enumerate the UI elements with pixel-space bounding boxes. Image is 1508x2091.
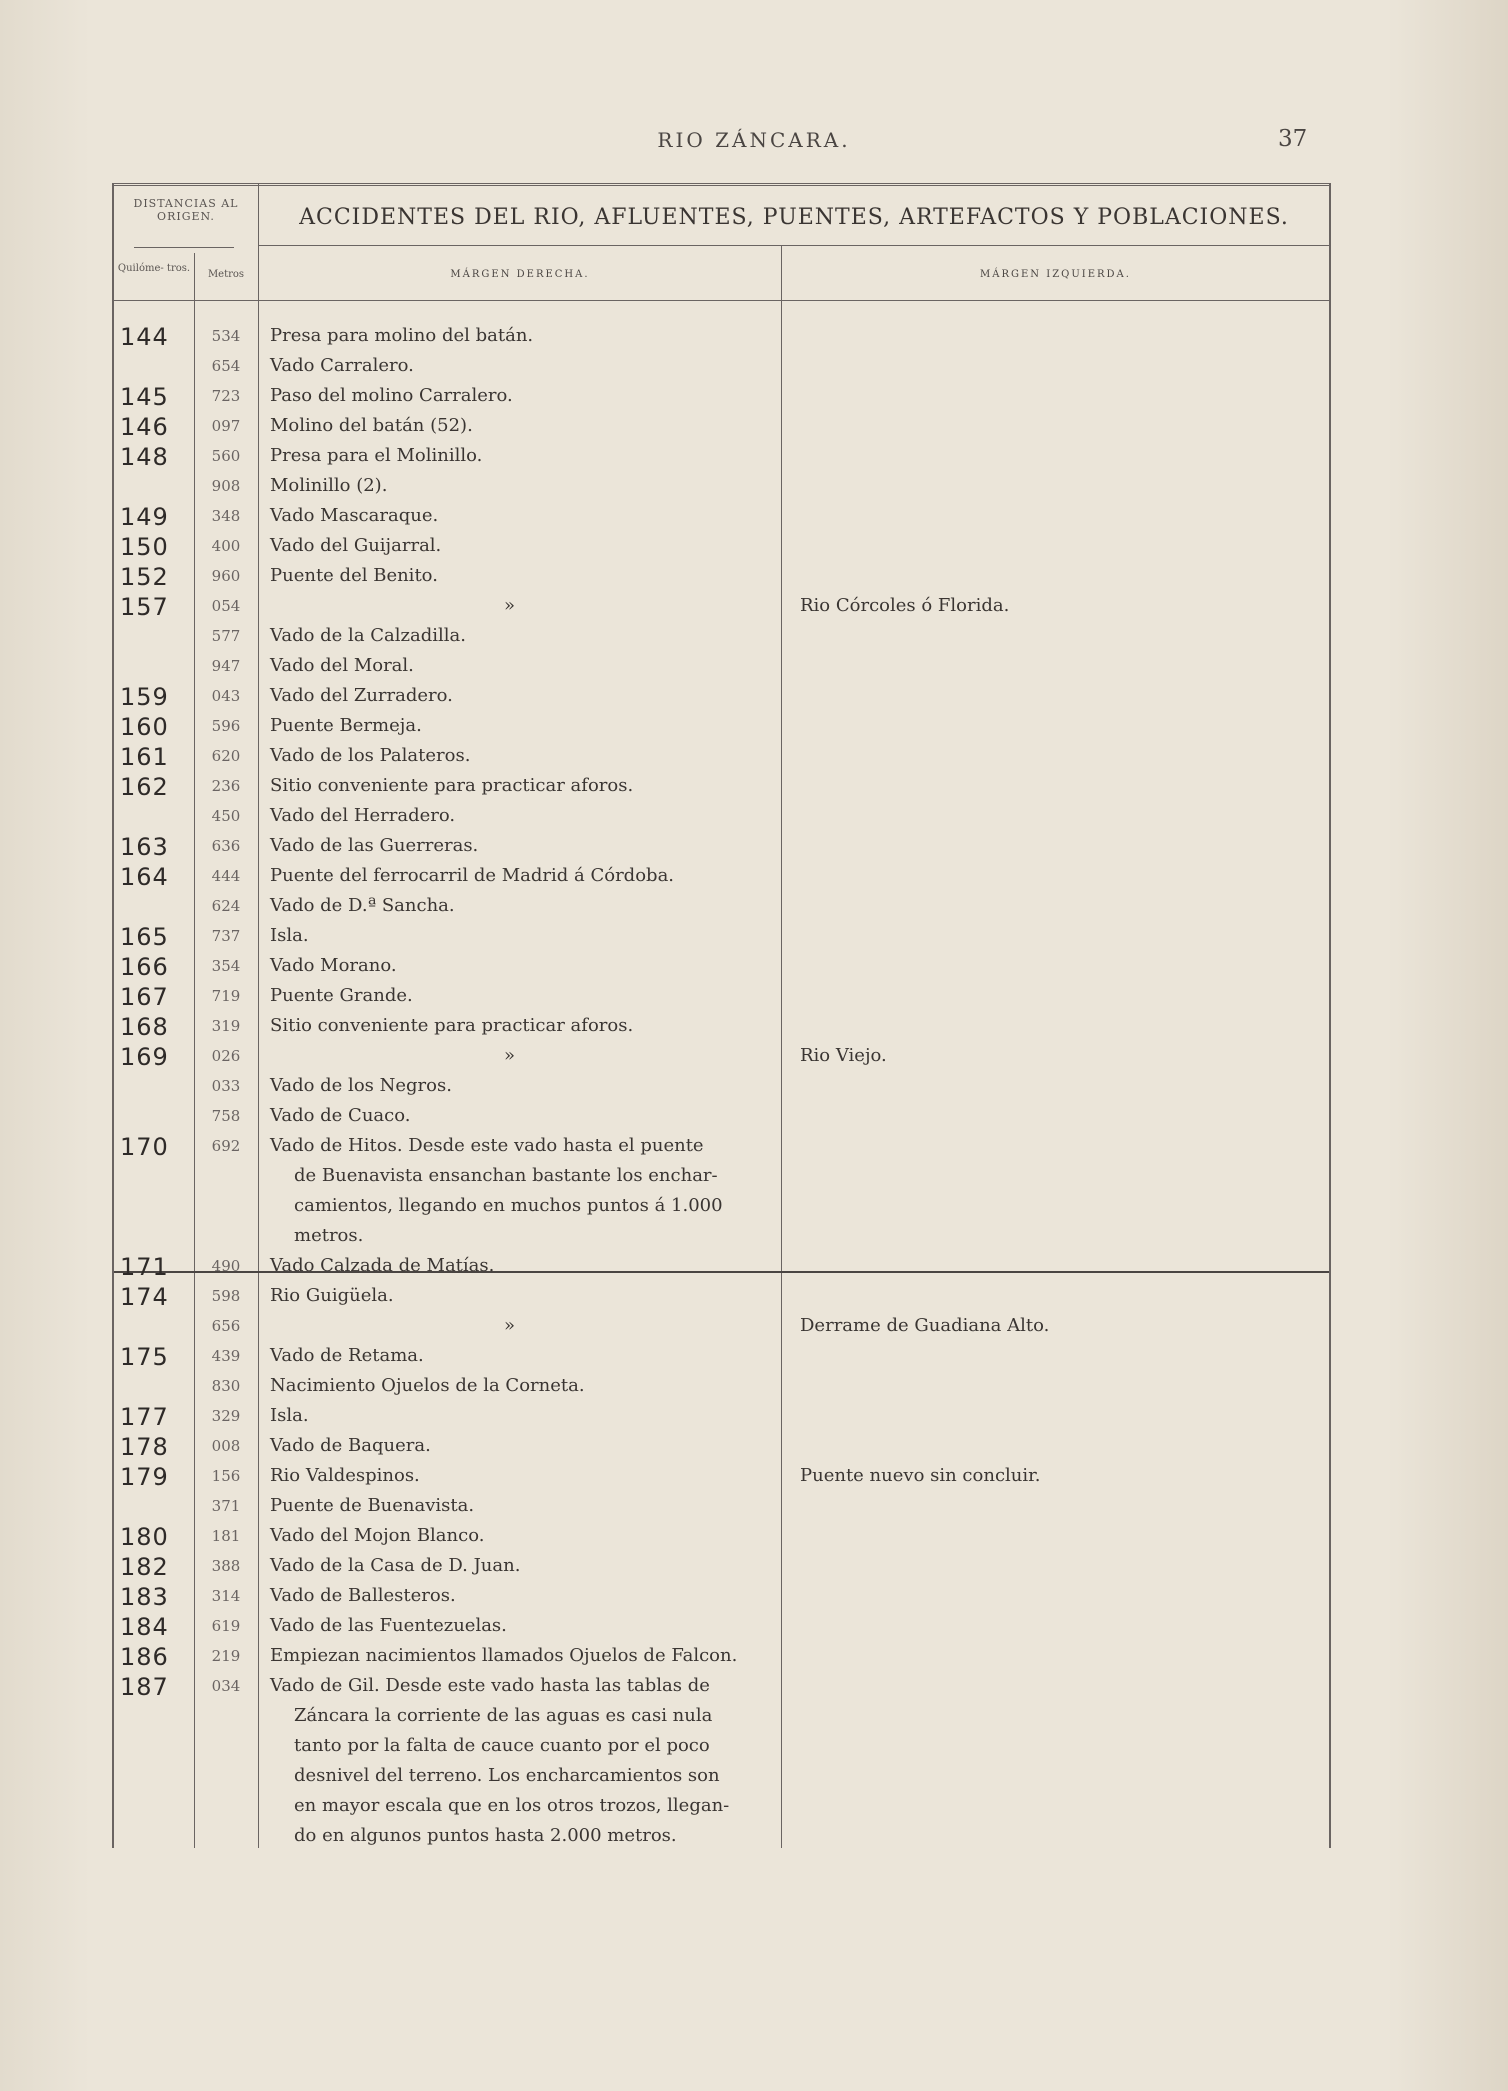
km-cell: 168: [120, 1013, 169, 1041]
table-row: [114, 1612, 1329, 1642]
km-cell: 183: [120, 1583, 169, 1611]
table-row: [114, 472, 1329, 502]
margen-derecha-cell: Rio Guigüela.: [270, 1285, 394, 1306]
km-cell: 159: [120, 683, 169, 711]
table-row: [114, 1042, 1329, 1072]
table-row: [114, 1672, 1329, 1702]
table-row: [114, 382, 1329, 412]
table-row: [114, 1282, 1329, 1312]
km-cell: 182: [120, 1553, 169, 1581]
margen-derecha-cell: »: [504, 1045, 516, 1066]
metros-cell: 026: [211, 1047, 241, 1065]
page-number: 37: [1278, 126, 1308, 152]
table-row: [114, 1462, 1329, 1492]
margen-derecha-cell: Vado Mascaraque.: [270, 505, 439, 526]
margen-derecha-cell: Vado de las Guerreras.: [270, 835, 479, 856]
table-row: [114, 1222, 1329, 1252]
km-cell: 163: [120, 833, 169, 861]
km-cell: 184: [120, 1613, 169, 1641]
table-row: [114, 1642, 1329, 1672]
metros-cell: 400: [211, 537, 241, 555]
margen-derecha-cell: Vado de los Negros.: [270, 1075, 452, 1096]
header-rule: [134, 247, 234, 248]
metros-cell: 577: [211, 627, 241, 645]
metros-cell: 719: [211, 987, 241, 1005]
margen-derecha-cell: Vado de las Fuentezuelas.: [270, 1615, 507, 1636]
margen-derecha-cell: Vado del Zurradero.: [270, 685, 453, 706]
margen-derecha-cell: Sitio conveniente para practicar aforos.: [270, 775, 634, 796]
metros-cell: 692: [211, 1137, 241, 1155]
km-cell: 178: [120, 1433, 169, 1461]
km-cell: 186: [120, 1643, 169, 1671]
margen-derecha-cell: camientos, llegando en muchos puntos á 1.000: [294, 1195, 723, 1216]
margen-derecha-cell: Vado de Retama.: [270, 1345, 424, 1366]
metros-cell: 033: [211, 1077, 241, 1095]
header-rule: [114, 300, 1329, 301]
metros-cell: 034: [211, 1677, 241, 1695]
km-cell: 166: [120, 953, 169, 981]
metros-cell: 181: [211, 1527, 241, 1545]
metros-cell: 596: [211, 717, 241, 735]
table-row: [114, 742, 1329, 772]
metros-cell: 619: [211, 1617, 241, 1635]
metros-cell: 947: [211, 657, 241, 675]
table-row: [114, 412, 1329, 442]
table-row: [114, 862, 1329, 892]
table-row: [114, 1192, 1329, 1222]
margen-derecha-cell: Isla.: [270, 1405, 309, 1426]
margen-derecha-cell: Vado de la Casa de D. Juan.: [270, 1555, 521, 1576]
margen-derecha-cell: Vado del Herradero.: [270, 805, 456, 826]
metros-cell: 830: [211, 1377, 241, 1395]
table-row: [114, 532, 1329, 562]
table-row: [114, 1492, 1329, 1522]
metros-cell: 371: [211, 1497, 241, 1515]
metros-cell: 156: [211, 1467, 241, 1485]
table-row: [114, 322, 1329, 352]
table-row: [114, 1072, 1329, 1102]
km-cell: 164: [120, 863, 169, 891]
margen-derecha-cell: Nacimiento Ojuelos de la Corneta.: [270, 1375, 585, 1396]
table-row: [114, 1762, 1329, 1792]
table-row: [114, 832, 1329, 862]
km-cell: 187: [120, 1673, 169, 1701]
metros-cell: 314: [211, 1587, 241, 1605]
table-row: [114, 1402, 1329, 1432]
margen-derecha-cell: Empiezan nacimientos llamados Ojuelos de Falcon.: [270, 1645, 738, 1666]
km-cell: 150: [120, 533, 169, 561]
metros-cell: 319: [211, 1017, 241, 1035]
metros-cell: 097: [211, 417, 241, 435]
margen-izquierda-cell: Puente nuevo sin concluir.: [800, 1465, 1041, 1486]
margen-derecha-cell: Rio Valdespinos.: [270, 1465, 420, 1486]
margen-derecha-cell: Molino del batán (52).: [270, 415, 473, 436]
table-row: [114, 442, 1329, 472]
metros-cell: 219: [211, 1647, 241, 1665]
margen-derecha-cell: »: [504, 1315, 516, 1336]
header-metros: Metros: [207, 269, 245, 280]
margen-derecha-cell: Molinillo (2).: [270, 475, 388, 496]
table-row: [114, 1822, 1329, 1852]
km-cell: 144: [120, 323, 169, 351]
river-table: [112, 183, 1331, 1848]
table-body: [114, 322, 1329, 1852]
metros-cell: 758: [211, 1107, 241, 1125]
metros-cell: 620: [211, 747, 241, 765]
margen-derecha-cell: Vado Carralero.: [270, 355, 414, 376]
table-row: [114, 1432, 1329, 1462]
table-row: [114, 502, 1329, 532]
header-margen-izquierda: MÁRGEN IZQUIERDA.: [980, 269, 1131, 280]
km-cell: 152: [120, 563, 169, 591]
km-cell: 167: [120, 983, 169, 1011]
table-row: [114, 1702, 1329, 1732]
km-cell: 162: [120, 773, 169, 801]
table-row: [114, 1162, 1329, 1192]
table-row: [114, 922, 1329, 952]
margen-derecha-cell: metros.: [294, 1225, 364, 1246]
running-head: RIO ZÁNCARA.: [657, 128, 851, 152]
margen-derecha-cell: Vado de Hitos. Desde este vado hasta el puente: [270, 1135, 704, 1156]
table-row: [114, 1012, 1329, 1042]
header-margen-derecha: MÁRGEN DERECHA.: [450, 269, 590, 280]
km-cell: 177: [120, 1403, 169, 1431]
margen-derecha-cell: Puente del Benito.: [270, 565, 438, 586]
metros-cell: 656: [211, 1317, 241, 1335]
metros-cell: 439: [211, 1347, 241, 1365]
margen-derecha-cell: Vado de los Palateros.: [270, 745, 471, 766]
margen-derecha-cell: »: [504, 595, 516, 616]
margen-izquierda-cell: Derrame de Guadiana Alto.: [800, 1315, 1050, 1336]
margen-derecha-cell: Vado del Guijarral.: [270, 535, 442, 556]
table-row: [114, 1792, 1329, 1822]
margen-izquierda-cell: Rio Córcoles ó Florida.: [800, 595, 1010, 616]
table-row: [114, 1372, 1329, 1402]
metros-cell: 450: [211, 807, 241, 825]
margen-derecha-cell: Sitio conveniente para practicar aforos.: [270, 1015, 634, 1036]
margen-derecha-cell: Vado del Moral.: [270, 655, 414, 676]
metros-cell: 329: [211, 1407, 241, 1425]
margen-derecha-cell: Vado de la Calzadilla.: [270, 625, 466, 646]
table-row: [114, 982, 1329, 1012]
metros-cell: 960: [211, 567, 241, 585]
margen-derecha-cell: de Buenavista ensanchan bastante los enchar-: [294, 1165, 718, 1186]
km-cell: 145: [120, 383, 169, 411]
table-row: [114, 562, 1329, 592]
margen-derecha-cell: Záncara la corriente de las aguas es casi nula: [294, 1705, 713, 1726]
metros-cell: 560: [211, 447, 241, 465]
margen-derecha-cell: Puente del ferrocarril de Madrid á Córdoba.: [270, 865, 675, 886]
km-cell: 149: [120, 503, 169, 531]
margen-derecha-cell: desnivel del terreno. Los encharcamientos son: [294, 1765, 720, 1786]
header-quilometros: Quilóme- tros.: [117, 263, 191, 274]
margen-derecha-cell: Vado de Baquera.: [270, 1435, 431, 1456]
margen-derecha-cell: Vado del Mojon Blanco.: [270, 1525, 485, 1546]
km-cell: 175: [120, 1343, 169, 1371]
table-row: [114, 1312, 1329, 1342]
km-cell: 170: [120, 1133, 169, 1161]
table-row: [114, 682, 1329, 712]
metros-cell: 534: [211, 327, 241, 345]
table-row: [114, 652, 1329, 682]
table-row: [114, 1732, 1329, 1762]
metros-cell: 654: [211, 357, 241, 375]
km-cell: 148: [120, 443, 169, 471]
header-distancias: DISTANCIAS AL ORIGEN.: [133, 197, 239, 223]
km-cell: 165: [120, 923, 169, 951]
km-cell: 160: [120, 713, 169, 741]
km-cell: 171: [120, 1253, 169, 1281]
table-row: [114, 1552, 1329, 1582]
margen-derecha-cell: Puente de Buenavista.: [270, 1495, 475, 1516]
table-row: [114, 352, 1329, 382]
margen-derecha-cell: Puente Grande.: [270, 985, 413, 1006]
margen-derecha-cell: do en algunos puntos hasta 2.000 metros.: [294, 1825, 677, 1846]
margen-derecha-cell: Vado de Gil. Desde este vado hasta las tablas de: [270, 1675, 710, 1696]
margen-derecha-cell: Presa para el Molinillo.: [270, 445, 483, 466]
metros-cell: 636: [211, 837, 241, 855]
km-cell: 179: [120, 1463, 169, 1491]
margen-derecha-cell: Vado de Ballesteros.: [270, 1585, 456, 1606]
km-cell: 169: [120, 1043, 169, 1071]
margen-izquierda-cell: Rio Viejo.: [800, 1045, 887, 1066]
metros-cell: 723: [211, 387, 241, 405]
table-row: [114, 622, 1329, 652]
metros-cell: 348: [211, 507, 241, 525]
km-cell: 161: [120, 743, 169, 771]
metros-cell: 737: [211, 927, 241, 945]
metros-cell: 444: [211, 867, 241, 885]
table-row: [114, 592, 1329, 622]
table-row: [114, 892, 1329, 922]
margen-derecha-cell: Puente Bermeja.: [270, 715, 422, 736]
table-row: [114, 1582, 1329, 1612]
metros-cell: 624: [211, 897, 241, 915]
margen-derecha-cell: Vado Calzada de Matías.: [270, 1255, 495, 1276]
km-cell: 180: [120, 1523, 169, 1551]
table-row: [114, 1252, 1329, 1282]
margen-derecha-cell: Presa para molino del batán.: [270, 325, 534, 346]
km-cell: 157: [120, 593, 169, 621]
table-row: [114, 802, 1329, 832]
margen-derecha-cell: Vado de Cuaco.: [270, 1105, 411, 1126]
header-rule: [258, 245, 1329, 246]
margen-derecha-cell: Isla.: [270, 925, 309, 946]
table-row: [114, 1342, 1329, 1372]
table-row: [114, 1522, 1329, 1552]
table-row: [114, 1132, 1329, 1162]
km-cell: 146: [120, 413, 169, 441]
metros-cell: 598: [211, 1287, 241, 1305]
metros-cell: 008: [211, 1437, 241, 1455]
header-accidentes: ACCIDENTES DEL RIO, AFLUENTES, PUENTES, ARTEFACTOS Y POBLACIONES.: [299, 205, 1289, 230]
margen-derecha-cell: en mayor escala que en los otros trozos, llegan-: [294, 1795, 730, 1816]
metros-cell: 236: [211, 777, 241, 795]
metros-cell: 054: [211, 597, 241, 615]
metros-cell: 388: [211, 1557, 241, 1575]
margen-derecha-cell: Paso del molino Carralero.: [270, 385, 513, 406]
margen-derecha-cell: Vado de D.ª Sancha.: [270, 895, 455, 916]
table-row: [114, 952, 1329, 982]
table-row: [114, 1102, 1329, 1132]
table-row: [114, 712, 1329, 742]
margen-derecha-cell: tanto por la falta de cauce cuanto por el poco: [294, 1735, 710, 1756]
km-cell: 174: [120, 1283, 169, 1311]
metros-cell: 490: [211, 1257, 241, 1275]
metros-cell: 043: [211, 687, 241, 705]
metros-cell: 908: [211, 477, 241, 495]
table-row: [114, 772, 1329, 802]
margen-derecha-cell: Vado Morano.: [270, 955, 397, 976]
metros-cell: 354: [211, 957, 241, 975]
